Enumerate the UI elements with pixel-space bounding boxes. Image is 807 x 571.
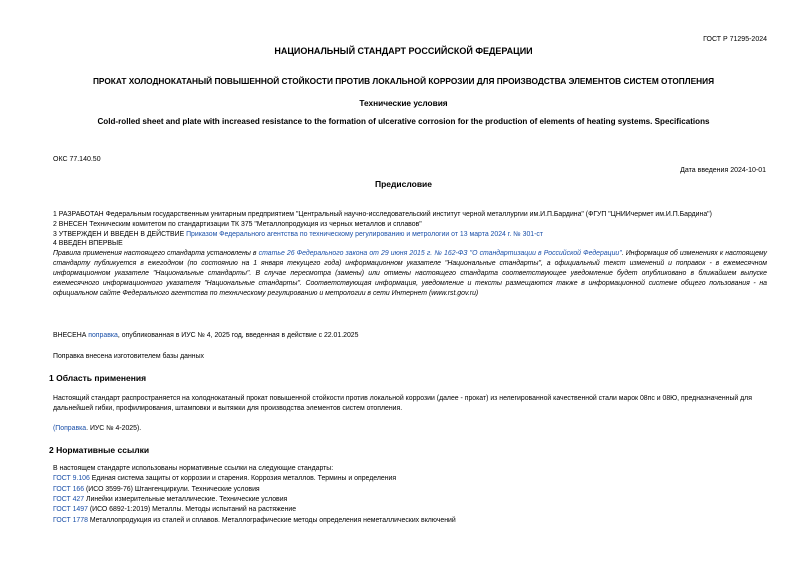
amendment-source-note: Поправка внесена изготовителем базы данных	[53, 353, 204, 360]
document-subtitle: Технические условия	[359, 98, 448, 108]
normative-ref-item	[53, 517, 456, 524]
standard-link[interactable]: ГОСТ 9.106	[53, 475, 90, 482]
standard-type-heading: НАЦИОНАЛЬНЫЙ СТАНДАРТ РОССИЙСКОЙ ФЕДЕРАЦИИ	[274, 46, 533, 56]
scope-amendment-ref	[53, 425, 141, 432]
standard-title: (ИСО 6892-1:2019) Металлы. Методы испытаний на растяжение	[87, 506, 297, 513]
scope-amendment-rest: . ИУС № 4-2025).	[86, 425, 142, 432]
preface-item-first-introduced: 4 ВВЕДЕН ВПЕРВЫЕ	[53, 240, 123, 247]
document-id: ГОСТ Р 71295-2024	[703, 36, 767, 43]
standard-link[interactable]: ГОСТ 427	[53, 496, 85, 503]
preface-item-approved	[53, 231, 543, 238]
amendment-details: , опубликованная в ИУС № 4, 2025 год, введенная в действие с 22.01.2025	[117, 332, 359, 339]
rules-text-prefix: Правила применения настоящего стандарта установлены в	[53, 250, 259, 257]
standard-title: Линейки измерительные металлические. Технические условия	[84, 496, 288, 503]
application-rules-paragraph	[53, 249, 767, 299]
amendment-note	[53, 332, 358, 339]
normative-ref-item	[53, 506, 296, 513]
section-1-heading: 1 Область применения	[49, 373, 147, 383]
normative-ref-item	[53, 486, 260, 493]
scope-amendment-link[interactable]: (Поправка	[53, 425, 87, 432]
section-2-heading: 2 Нормативные ссылки	[49, 445, 150, 455]
introduction-date: Дата введения 2024-10-01	[680, 167, 766, 174]
standard-link[interactable]: ГОСТ 166	[53, 486, 85, 493]
approval-order-link[interactable]: Приказом Федерального агентства по техническому регулированию и метрологии от 13 марта 2024 г. № 301-ст	[186, 231, 544, 238]
scope-paragraph: Настоящий стандарт распространяется на холоднокатаный прокат повышенной стойкости против локальной коррозии (далее - прокат) из нелегированной качественной стали марок 08пс и 08Ю, предназначенный для дальнейшей гибки, профилирования, штамповки и вытяжки для производства элементов систем отопления.	[53, 395, 752, 412]
amendment-link[interactable]: поправка	[88, 332, 118, 339]
amendment-prefix: ВНЕСЕНА	[53, 332, 89, 339]
preface-heading: Предисловие	[374, 179, 433, 189]
normative-ref-item	[53, 496, 287, 503]
document-title-english: Cold-rolled sheet and plate with increased resistance to the formation of ulcerative corrosion for the production of elements of heating systems. Specifications	[97, 117, 710, 126]
federal-law-link[interactable]: статье 26 Федерального закона от 29 июня 2015 г. № 162-ФЗ "О стандартизации в Российской Федерации"	[258, 250, 622, 257]
normative-ref-item	[53, 475, 396, 482]
preface-item-approved-label: 3 УТВЕРЖДЕН И ВВЕДЕН В ДЕЙСТВИЕ	[53, 231, 187, 238]
normative-refs-intro: В настоящем стандарте использованы нормативные ссылки на следующие стандарты:	[53, 465, 334, 472]
standard-title: Единая система защиты от коррозии и старения. Коррозия металлов. Термины и определения	[89, 475, 397, 482]
document-title: ПРОКАТ ХОЛОДНОКАТАНЫЙ ПОВЫШЕННОЙ СТОЙКОСТИ ПРОТИВ ЛОКАЛЬНОЙ КОРРОЗИИ ДЛЯ ПРОИЗВОДСТВА ЭЛЕМЕНТОВ СИСТЕМ ОТОПЛЕНИЯ	[92, 76, 715, 86]
standard-link[interactable]: ГОСТ 1778	[53, 517, 88, 524]
standard-link[interactable]: ГОСТ 1497	[53, 506, 88, 513]
preface-item-developed: 1 РАЗРАБОТАН Федеральным государственным унитарным предприятием "Центральный научно-исследовательский институт черной металлургии им.И.П.Бардина" (ФГУП "ЦНИИчермет им.И.П.Бардина")	[53, 211, 712, 218]
oks-code: ОКС 77.140.50	[53, 156, 101, 163]
rules-text-rest: . Информация об изменениях к настоящему стандарту публикуется в ежегодном (по состоянию на 1 января текущего года) информационном указателе "Национальные стандарты", а официальный текст изменений и поправок - в ежемесячном информационном указателе "Национальные стандарты". В случае пересмотра (замены) или отмены настоящего стандарта соответствующее уведомление будет опубликовано в ближайшем выпуске ежемесячного информационного указателя "Национальные стандарты". Соответствующая информация, уведомление и тексты размещаются также в информационной системе общего пользования - на официальном сайте Федерального агентства по техническому регулированию и метрологии в сети Интернет (www.rst.gov.ru)	[53, 250, 767, 297]
standard-title: (ИСО 3599-76) Штангенциркули. Технические условия	[84, 486, 260, 493]
standard-title: Металлопродукция из сталей и сплавов. Металлографические методы определения неметаллических включений	[87, 517, 456, 524]
preface-item-introduced: 2 ВНЕСЕН Техническим комитетом по стандартизации ТК 375 "Металлопродукция из черных металлов и сплавов"	[53, 221, 422, 228]
